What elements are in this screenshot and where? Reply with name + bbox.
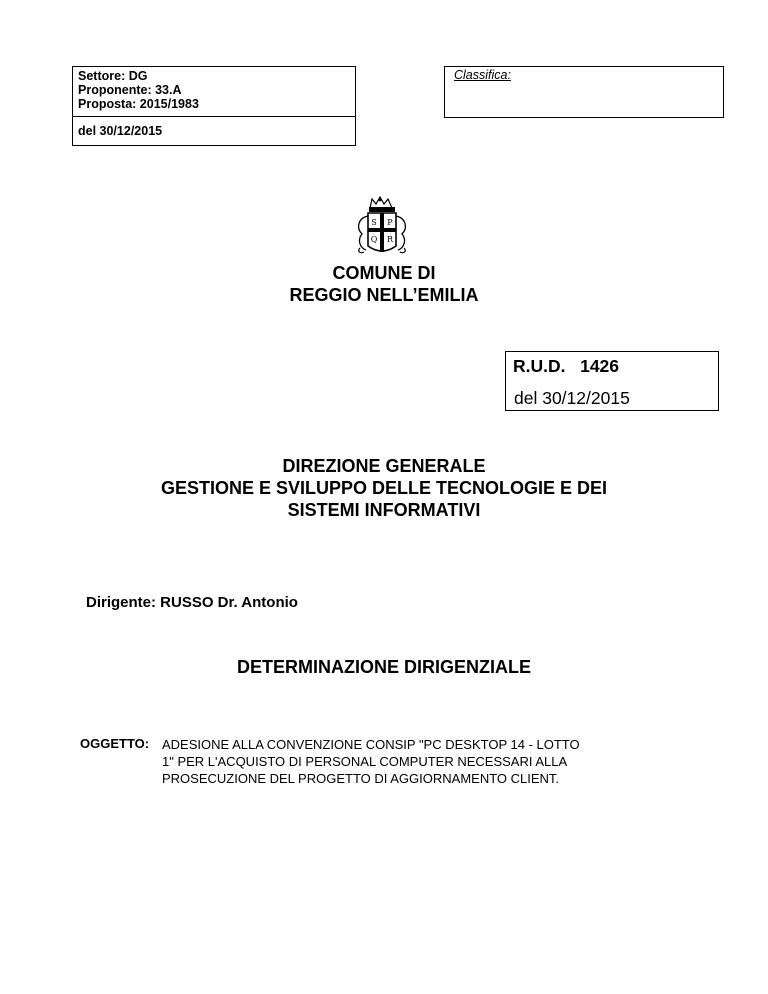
document-type-title: DETERMINAZIONE DIRIGENZIALE xyxy=(236,657,531,677)
comune-title-line1: COMUNE DI xyxy=(332,263,436,283)
direzione-line1: DIREZIONE GENERALE xyxy=(282,456,486,476)
classifica-label: Classifica: xyxy=(454,68,511,82)
oggetto-text xyxy=(162,736,702,787)
proponente-text: Proponente: 33.A xyxy=(78,83,182,97)
comune-title-line2: REGGIO NELL’EMILIA xyxy=(289,285,479,305)
proposta-text: Proposta: 2015/1983 xyxy=(78,97,199,111)
oggetto-line-2: 1" PER L'ACQUISTO DI PERSONAL COMPUTER NECESSARI ALLA xyxy=(162,754,568,769)
emblem-letter-p: P xyxy=(387,218,393,227)
classifica-box xyxy=(444,66,724,118)
dirigente-text: Dirigente: RUSSO Dr. Antonio xyxy=(86,594,298,611)
proposal-date-text: del 30/12/2015 xyxy=(78,124,163,138)
oggetto-line-3: PROSECUZIONE DEL PROGETTO DI AGGIORNAMENTO CLIENT. xyxy=(162,771,560,786)
protocol-info-box xyxy=(72,66,356,146)
direzione-line2: GESTIONE E SVILUPPO DELLE TECNOLOGIE E DEI xyxy=(160,478,608,498)
emblem-letter-q: Q xyxy=(370,235,378,244)
settore-text: Settore: DG xyxy=(78,69,148,83)
direzione-line3: SISTEMI INFORMATIVI xyxy=(287,500,481,520)
rud-number: R.U.D. 1426 xyxy=(513,356,620,376)
rud-date: del 30/12/2015 xyxy=(514,388,630,408)
oggetto-line-1: ADESIONE ALLA CONVENZIONE CONSIP "PC DESKTOP 14 - LOTTO xyxy=(162,737,580,752)
city-coat-of-arms-icon xyxy=(354,196,410,258)
protocol-info-upper xyxy=(73,67,355,117)
oggetto-label: OGGETTO: xyxy=(80,736,150,751)
emblem-letter-r: R xyxy=(386,235,394,244)
rud-box xyxy=(505,351,719,411)
emblem-letter-s: S xyxy=(371,218,377,227)
